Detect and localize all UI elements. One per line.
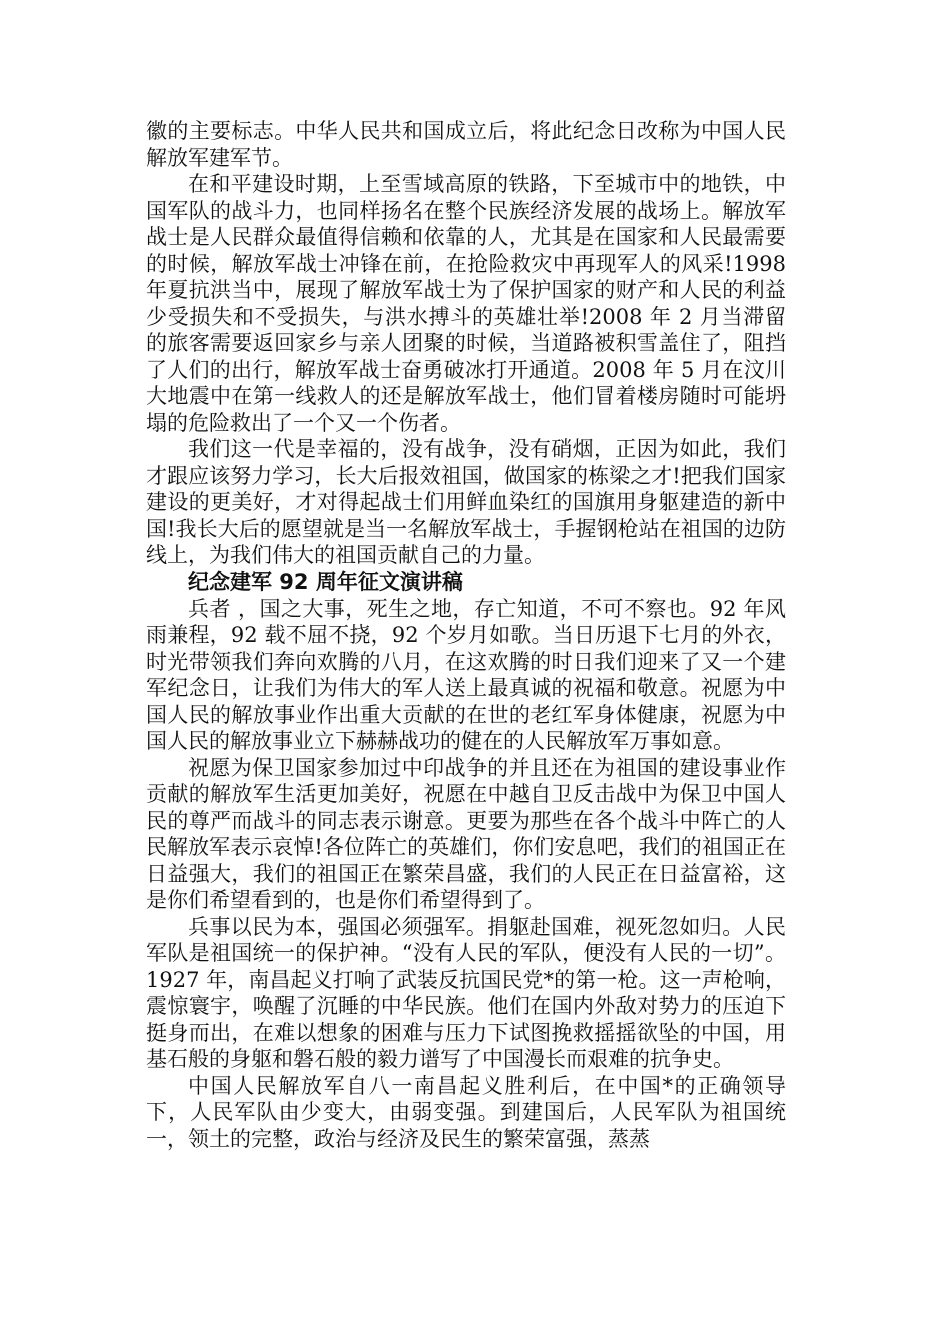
document-page — [146, 118, 786, 1152]
paragraph: 祝愿为保卫国家参加过中印战争的并且还在为祖国的建设事业作贡献的解放军生活更加美好，祝愿在中越自卫反击战中为保卫中国人民的尊严而战斗的同志表示谢意。更要为那些在各个战斗中阵亡的人民解放军表示哀悼!各位阵亡的英雄们，你们安息吧，我们的祖国正在日益强大，我们的祖国正在繁荣昌盛，我们的人民正在日益富裕，这是你们希望看到的，也是你们希望得到了。 — [146, 755, 786, 912]
paragraph: 在和平建设时期，上至雪域高原的铁路，下至城市中的地铁，中国军队的战斗力，也同样扬名在整个民族经济发展的战场上。解放军战士是人民群众最值得信赖和依靠的人，尤其是在国家和人民最需要的时候，解放军战士冲锋在前，在抢险救灾中再现军人的风采!1998 年夏抗洪当中，展现了解放军战士为了保护国家的财产和人民的利益少受损失和不受损失，与洪水搏斗的英雄壮举!2008 年 2 月当滞留的旅客需要返回家乡与亲人团聚的时候，当道路被积雪盖住了，阻挡了人们的出行，解放军战士奋勇破冰打开通道。2008 年 5 月在汶川大地震中在第一线救人的还是解放军战士，他们冒着楼房随时可能坍塌的危险救出了一个又一个伤者。 — [146, 172, 786, 435]
paragraph: 徽的主要标志。中华人民共和国成立后，将此纪念日改称为中国人民解放军建军节。 — [146, 119, 786, 170]
section-title: 纪念建军 92 周年征文演讲稿 — [188, 569, 463, 594]
paragraph: 我们这一代是幸福的，没有战争，没有硝烟，正因为如此，我们才跟应该努力学习，长大后报效祖国，做国家的栋梁之才!把我们国家建设的更美好，才对得起战士们用鲜血染红的国旗用身躯建造的新中国!我长大后的愿望就是当一名解放军战士，手握钢枪站在祖国的边防线上，为我们伟大的祖国贡献自己的力量。 — [146, 437, 786, 567]
paragraph: 兵事以民为本，强国必须强军。捐躯赴国难，视死忽如归。人民军队是祖国统一的保护神。“没有人民的军队，便没有人民的一切”。 1927 年，南昌起义打响了武装反抗国民党*的第一枪。这一声枪响，震惊寰宇，唤醒了沉睡的中华民族。他们在国内外敌对势力的压迫下挺身而出，在难以想象的困难与压力下试图挽救摇摇欲坠的中国，用基石般的身躯和磐石般的毅力谱写了中国漫长而艰难的抗争史。 — [146, 914, 786, 1071]
paragraph: 兵者 ，国之大事，死生之地，存亡知道，不可不察也。92 年风雨兼程，92 载不屈不挠，92 个岁月如歌。当日历退下七月的外衣，时光带领我们奔向欢腾的八月，在这欢腾的时日我们迎来了又一个建军纪念日，让我们为伟大的军人送上最真诚的祝福和敬意。祝愿为中国人民的解放事业作出重大贡献的在世的老红军身体健康，祝愿为中国人民的解放事业立下赫赫战功的健在的人民解放军万事如意。 — [146, 596, 786, 753]
paragraph: 中国人民解放军自八一南昌起义胜利后，在中国*的正确领导下，人民军队由少变大，由弱变强。到建国后，人民军队为祖国统一，领土的完整，政治与经济及民生的繁荣富强，蒸蒸 — [146, 1073, 786, 1151]
